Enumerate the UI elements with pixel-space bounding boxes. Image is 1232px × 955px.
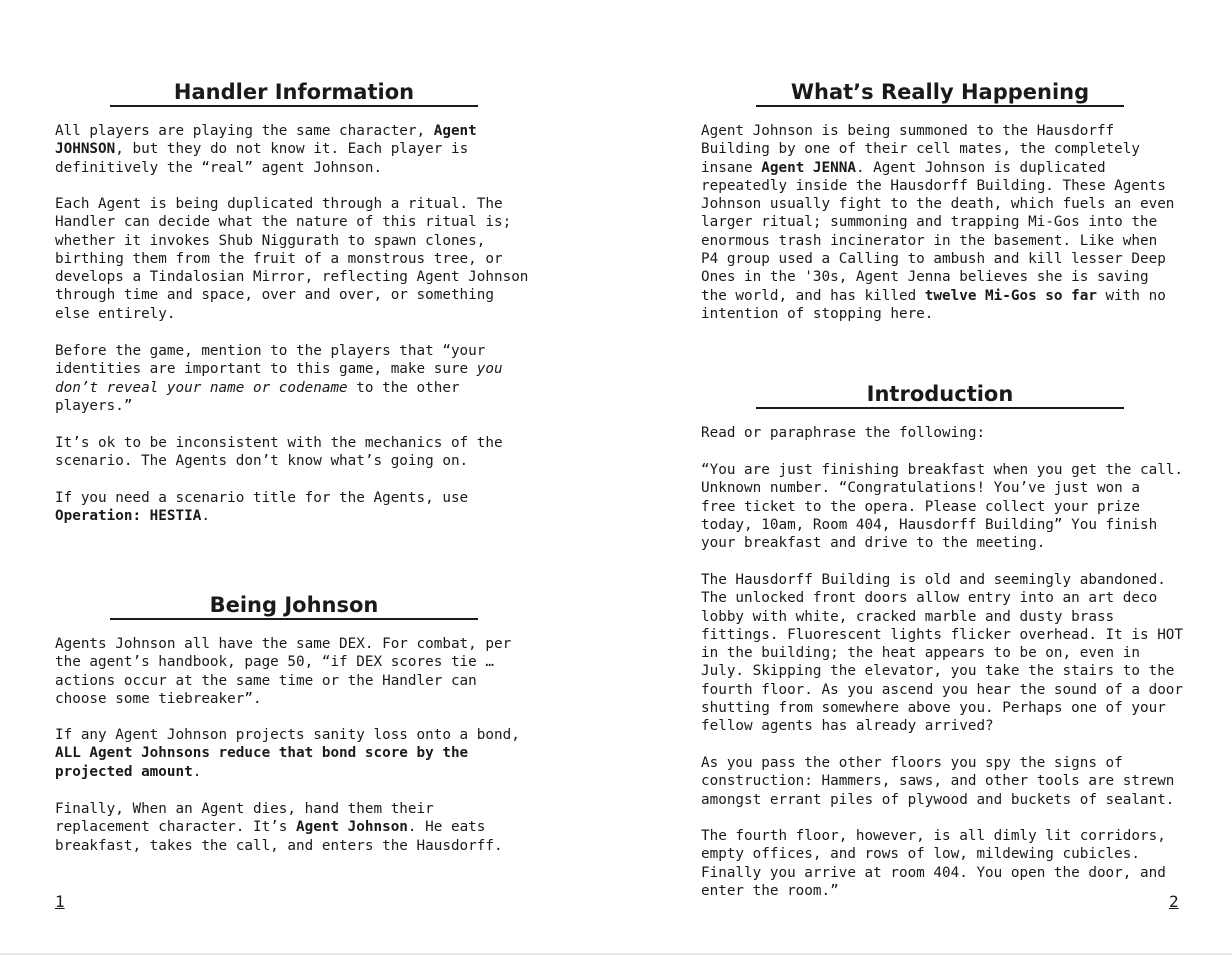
text-line <box>55 452 503 470</box>
page-number: 1 <box>55 892 65 911</box>
text-line <box>55 763 520 781</box>
text-run: The unlocked front doors allow entry into an art deco <box>701 590 1158 607</box>
text-line <box>55 635 511 653</box>
text-line <box>55 286 528 304</box>
section-title-whats-really-happening: What’s Really Happening <box>790 80 1090 104</box>
text-line <box>55 434 503 452</box>
text-run: larger ritual; summoning and trapping Mi-Gos into the <box>701 214 1158 231</box>
text-line <box>701 140 1174 158</box>
text-run: . <box>201 508 210 525</box>
text-run: scenario. The Agents don’t know what’s going on. <box>55 453 469 470</box>
text-line <box>701 232 1174 250</box>
section-title-introduction: Introduction <box>866 382 1014 406</box>
paragraph <box>55 726 520 781</box>
text-line <box>701 195 1174 213</box>
section-title-handler-information: Handler Information <box>173 80 415 104</box>
text-line <box>55 213 528 231</box>
text-line <box>701 882 1166 900</box>
text-run: The Hausdorff Building is old and seemingly abandoned. <box>701 572 1166 588</box>
text-line <box>701 479 1183 497</box>
bold-text: ALL Agent Johnsons reduce that bond score by the <box>55 745 469 762</box>
text-line <box>701 662 1183 680</box>
text-line <box>55 195 528 213</box>
text-line <box>55 360 503 378</box>
text-run: insane <box>701 159 762 176</box>
text-line <box>55 726 520 744</box>
text-run: with no <box>1096 287 1166 304</box>
text-line <box>701 754 1174 772</box>
text-run: Before the game, mention to the players that “your <box>55 343 486 359</box>
text-line <box>55 672 511 690</box>
text-line <box>55 837 503 855</box>
text-line <box>701 827 1166 845</box>
text-line <box>55 744 520 762</box>
text-run: , but they do not know it. Each player is <box>115 141 469 158</box>
paragraph <box>55 122 477 177</box>
text-run: enormous trash incinerator in the basement. Like when <box>701 232 1158 249</box>
text-run: Agent Johnson is being summoned to the Hausdorff <box>701 123 1115 139</box>
text-line <box>701 213 1174 231</box>
text-line <box>701 717 1183 735</box>
text-run: to the other <box>347 379 460 396</box>
text-line <box>55 397 503 415</box>
text-run: fourth floor. As you ascend you hear the sound of a door <box>701 681 1184 698</box>
text-line <box>55 140 477 158</box>
text-run: else entirely. <box>55 305 176 322</box>
text-run: Building by one of their cell mates, the completely <box>701 141 1140 158</box>
text-line <box>701 424 985 442</box>
text-line <box>701 772 1174 790</box>
text-line <box>701 681 1183 699</box>
text-run: intention of stopping here. <box>701 305 934 322</box>
text-line <box>55 489 468 507</box>
bold-text: Operation: HESTIA <box>55 508 202 525</box>
bold-text: Agent JENNA <box>761 159 856 176</box>
text-line <box>701 699 1183 717</box>
text-run: Johnson usually fight to the death, which fuels an even <box>701 196 1175 213</box>
text-run: It’s ok to be inconsistent with the mechanics of the <box>55 435 503 451</box>
paragraph <box>55 635 511 708</box>
text-line <box>55 379 503 397</box>
right-page <box>616 0 1232 955</box>
text-line <box>55 800 503 818</box>
text-line <box>55 690 511 708</box>
title-underline <box>110 618 478 620</box>
bold-text: Agent Johnson <box>296 819 408 836</box>
text-line <box>55 232 528 250</box>
paragraph <box>55 195 528 323</box>
text-line <box>701 534 1183 552</box>
text-line <box>701 250 1174 268</box>
bold-text: Agent <box>433 123 477 139</box>
text-run: If any Agent Johnson projects sanity loss onto a bond, <box>55 727 520 743</box>
bold-text: JOHNSON <box>55 141 116 158</box>
text-line <box>55 653 511 671</box>
text-line <box>55 250 528 268</box>
text-run: enter the room.” <box>701 882 839 899</box>
text-line <box>701 626 1183 644</box>
paragraph <box>701 424 985 442</box>
text-run: Each Agent is being duplicated through a ritual. The <box>55 196 503 212</box>
text-run: If you need a scenario title for the Agents, use <box>55 490 469 506</box>
text-run: Unknown number. “Congratulations! You’ve just won a <box>701 480 1140 497</box>
bold-text: twelve Mi-Gos so far <box>924 287 1097 304</box>
text-run: fellow agents has already arrived? <box>701 718 994 735</box>
paragraph <box>55 434 503 471</box>
text-line <box>701 589 1183 607</box>
text-run: Finally, When an Agent dies, hand them their <box>55 801 434 817</box>
text-run: Finally you arrive at room 404. You open the door, and <box>701 864 1166 881</box>
text-line <box>701 498 1183 516</box>
paragraph <box>701 754 1174 809</box>
text-line <box>701 305 1174 323</box>
text-run: today, 10am, Room 404, Hausdorff Building” You finish <box>701 516 1158 533</box>
text-run: “You are just finishing breakfast when you get the call. <box>701 462 1184 478</box>
text-run: construction: Hammers, saws, and other tools are strewn <box>701 773 1175 790</box>
text-line <box>701 177 1174 195</box>
text-run: whether it invokes Shub Niggurath to spawn clones, <box>55 232 486 249</box>
text-line <box>701 644 1183 662</box>
text-run: your breakfast and drive to the meeting. <box>701 535 1046 552</box>
paragraph <box>701 827 1166 900</box>
text-run: . He eats <box>407 819 486 836</box>
title-underline <box>756 105 1124 107</box>
text-run: P4 group used a Calling to ambush and kill lesser Deep <box>701 251 1166 268</box>
text-line <box>701 516 1183 534</box>
italic-text: you <box>476 361 503 378</box>
italic-text: don’t reveal your name or codename <box>55 379 348 396</box>
paragraph <box>701 461 1183 552</box>
text-line <box>701 608 1183 626</box>
paragraph <box>55 800 503 855</box>
text-run: Read or paraphrase the following: <box>701 425 986 441</box>
text-run: the world, and has killed <box>701 287 925 304</box>
text-run: All players are playing the same character, <box>55 123 434 139</box>
text-line <box>55 159 477 177</box>
text-line <box>55 305 528 323</box>
text-line <box>701 268 1174 286</box>
text-run: through time and space, over and over, or something <box>55 287 494 304</box>
paragraph <box>701 571 1183 736</box>
title-underline <box>756 407 1124 409</box>
text-run: the agent’s handbook, page 50, “if DEX scores tie … <box>55 654 494 671</box>
text-run: actions occur at the same time or the Handler can <box>55 672 477 689</box>
text-run: . Agent Johnson is duplicated <box>855 159 1106 176</box>
text-run: empty offices, and rows of low, mildewing cubicles. <box>701 846 1140 863</box>
text-run: birthing them from the fruit of a monstrous tree, or <box>55 250 503 267</box>
text-run: players.” <box>55 397 133 414</box>
text-run: develops a Tindalosian Mirror, reflecting Agent Johnson <box>55 269 529 286</box>
text-line <box>55 268 528 286</box>
text-run: free ticket to the opera. Please collect your prize <box>701 498 1140 515</box>
text-run: Agents Johnson all have the same DEX. For combat, per <box>55 636 512 652</box>
text-run: replacement character. It’s <box>55 819 297 836</box>
text-run: shutting from somewhere above you. Perhaps one of your <box>701 700 1166 717</box>
text-line <box>701 122 1174 140</box>
text-line <box>701 571 1183 589</box>
text-run: breakfast, takes the call, and enters the Hausdorff. <box>55 837 503 854</box>
text-line <box>701 461 1183 479</box>
paragraph <box>55 342 503 415</box>
text-run: Ones in the '30s, Agent Jenna believes she is saving <box>701 269 1149 286</box>
text-line <box>55 818 503 836</box>
text-run: The fourth floor, however, is all dimly lit corridors, <box>701 828 1166 844</box>
text-run: choose some tiebreaker”. <box>55 690 262 707</box>
text-run: repeatedly inside the Hausdorff Building. These Agents <box>701 177 1166 194</box>
bold-text: projected amount <box>55 763 193 780</box>
text-line <box>55 122 477 140</box>
text-run: fittings. Fluorescent lights flicker overhead. It is HOT <box>701 626 1184 643</box>
page-number: 2 <box>1169 892 1179 911</box>
text-line <box>701 845 1166 863</box>
text-run: amongst errant piles of plywood and buckets of sealant. <box>701 791 1175 808</box>
text-line <box>55 342 503 360</box>
text-run: . <box>192 763 202 780</box>
title-underline <box>110 105 478 107</box>
text-run: identities are important to this game, make sure <box>55 361 477 378</box>
text-run: July. Skipping the elevator, you take the stairs to the <box>701 663 1175 680</box>
text-run: Handler can decide what the nature of this ritual is; <box>55 214 512 231</box>
text-line <box>55 507 468 525</box>
text-line <box>701 791 1174 809</box>
text-run: in the building; the heat appears to be on, even in <box>701 645 1140 662</box>
text-run: As you pass the other floors you spy the signs of <box>701 755 1123 771</box>
section-title-being-johnson: Being Johnson <box>209 593 379 617</box>
paragraph <box>701 122 1174 323</box>
paragraph <box>55 489 468 526</box>
text-line <box>701 159 1174 177</box>
text-line <box>701 287 1174 305</box>
text-run: lobby with white, cracked marble and dusty brass <box>701 608 1115 625</box>
text-line <box>701 864 1166 882</box>
text-run: definitively the “real” agent Johnson. <box>55 159 383 176</box>
